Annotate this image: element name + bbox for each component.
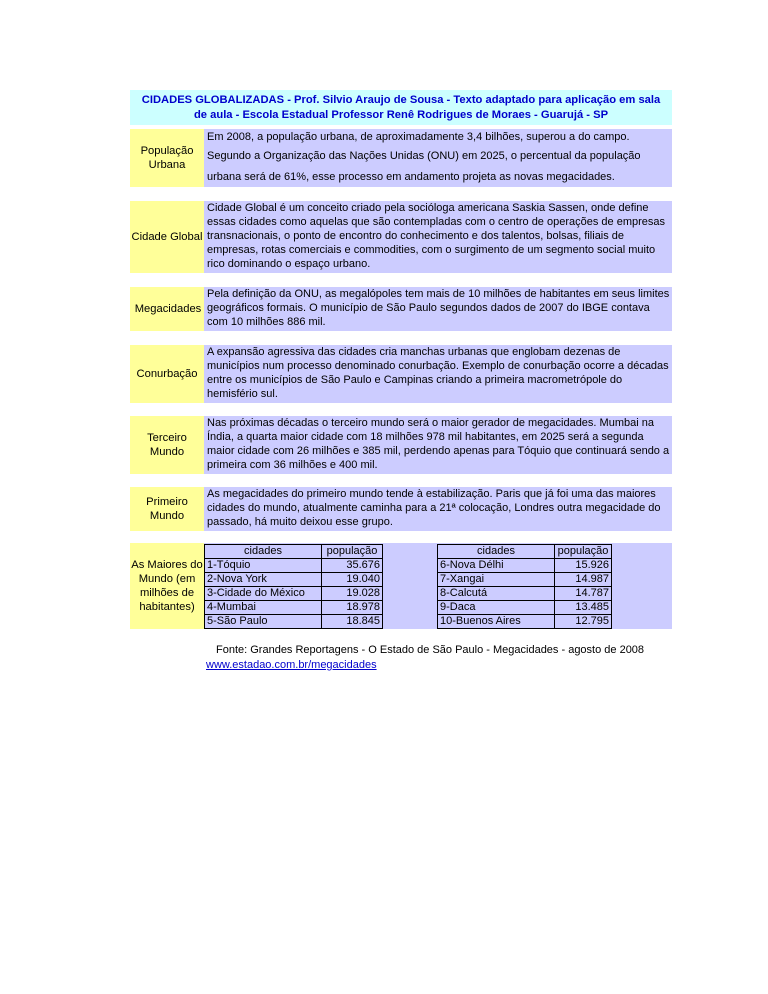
table-row bbox=[205, 573, 383, 587]
populacao-p1: Em 2008, a população urbana, de aproximadamente 3,4 bilhões, superou a do campo. bbox=[207, 131, 630, 143]
population-cell: 12.795 bbox=[555, 615, 612, 629]
header-cidades: cidades bbox=[205, 545, 322, 559]
table-row bbox=[205, 615, 383, 629]
title-line-1: CIDADES GLOBALIZADAS - Prof. Silvio Araujo de Sousa - Texto adaptado para aplicação em sala bbox=[141, 94, 661, 106]
city-cell: 2-Nova York bbox=[205, 573, 322, 587]
label-primeiro-mundo: Primeiro Mundo bbox=[130, 487, 204, 531]
city-cell: 4-Mumbai bbox=[205, 601, 322, 615]
city-cell: 10-Buenos Aires bbox=[438, 615, 555, 629]
table-row bbox=[438, 587, 612, 601]
populacao-p2: Segundo a Organização das Nações Unidas (ONU) em 2025, o percentual da população bbox=[207, 150, 641, 162]
text-cidade-global: Cidade Global é um conceito criado pela socióloga americana Saskia Sassen, onde define essas cidades como aquelas que são contempladas com o centro de operações de empresas transnacionais, o ponto de encontro do conhecimento e dos talentos, bolsas, filiais de empresas, rotas comerciais e commodities, com o surgimento de um segmento social muito rico dominando o espaço urbano. bbox=[204, 201, 672, 273]
title-line-2: de aula - Escola Estadual Professor Renê Rodrigues de Moraes - Guarujá - SP bbox=[193, 109, 609, 121]
page-title bbox=[130, 90, 672, 125]
label-conurbacao: Conurbação bbox=[130, 345, 204, 403]
table-row bbox=[438, 601, 612, 615]
city-cell: 8-Calcutá bbox=[438, 587, 555, 601]
population-cell: 13.485 bbox=[555, 601, 612, 615]
header-populacao: população bbox=[555, 545, 612, 559]
label-cidade-global: Cidade Global bbox=[130, 201, 204, 273]
city-cell: 7-Xangai bbox=[438, 573, 555, 587]
table-row bbox=[438, 573, 612, 587]
text-primeiro-mundo: As megacidades do primeiro mundo tende à estabilização. Paris que já foi uma das maiores cidades do mundo, atualmente caminha para a 21ª colocação, Londres outra megacidade do passado, há muito deixou esse grupo. bbox=[204, 487, 672, 531]
population-cell: 19.028 bbox=[322, 587, 383, 601]
city-cell: 6-Nova Délhi bbox=[438, 559, 555, 573]
population-cell: 14.987 bbox=[555, 573, 612, 587]
text-populacao-urbana bbox=[204, 129, 672, 187]
city-cell: 3-Cidade do México bbox=[205, 587, 322, 601]
label-maiores-do-mundo: As Maiores do Mundo (em milhões de habitantes) bbox=[130, 543, 204, 629]
table-row bbox=[205, 587, 383, 601]
table-row bbox=[438, 559, 612, 573]
table-header-row bbox=[205, 545, 383, 559]
city-cell: 5-São Paulo bbox=[205, 615, 322, 629]
population-cell: 15.926 bbox=[555, 559, 612, 573]
label-terceiro-mundo: Terceiro Mundo bbox=[130, 416, 204, 474]
table-header-row bbox=[438, 545, 612, 559]
source-citation bbox=[206, 643, 644, 673]
source-text: Fonte: Grandes Reportagens - O Estado de São Paulo - Megacidades - agosto de 2008 bbox=[216, 644, 645, 656]
city-cell: 1-Tóquio bbox=[205, 559, 322, 573]
label-populacao-urbana: População Urbana bbox=[130, 129, 204, 187]
population-cell: 35.676 bbox=[322, 559, 383, 573]
header-populacao: população bbox=[322, 545, 383, 559]
text-terceiro-mundo: Nas próximas décadas o terceiro mundo será o maior gerador de megacidades. Mumbai na Índia, a quarta maior cidade com 18 milhões 978 mil habitantes, em 2025 será a segunda maior cidade com 26 milhões e 385 mil, perdendo apenas para Tóquio que continuará sendo a primeira com 36 milhões e 400 mil. bbox=[204, 416, 672, 474]
population-cell: 18.845 bbox=[322, 615, 383, 629]
population-cell: 19.040 bbox=[322, 573, 383, 587]
ranking-table-right bbox=[437, 544, 612, 629]
label-megacidades: Megacidades bbox=[130, 287, 206, 331]
source-link[interactable]: www.estadao.com.br/megacidades bbox=[206, 659, 377, 671]
header-cidades: cidades bbox=[438, 545, 555, 559]
city-cell: 9-Daca bbox=[438, 601, 555, 615]
table-row bbox=[438, 615, 612, 629]
populacao-p3: urbana será de 61%, esse processo em andamento projeta as novas megacidades. bbox=[207, 171, 615, 183]
table-row bbox=[205, 559, 383, 573]
text-megacidades: Pela definição da ONU, as megalópoles tem mais de 10 milhões de habitantes em seus limites geográficos formais. O município de São Paulo segundos dados de 2007 do IBGE contava com 10 milhões 886 mil. bbox=[204, 287, 672, 331]
table-row bbox=[205, 601, 383, 615]
population-cell: 14.787 bbox=[555, 587, 612, 601]
population-cell: 18.978 bbox=[322, 601, 383, 615]
ranking-table-left bbox=[204, 544, 383, 629]
text-conurbacao: A expansão agressiva das cidades cria manchas urbanas que englobam dezenas de municípios num processo denominado conurbação. Exemplo de conurbação ocorre a décadas entre os municípios de São Paulo e Campinas criando a primeira macrometrópole do hemisfério sul. bbox=[204, 345, 672, 403]
